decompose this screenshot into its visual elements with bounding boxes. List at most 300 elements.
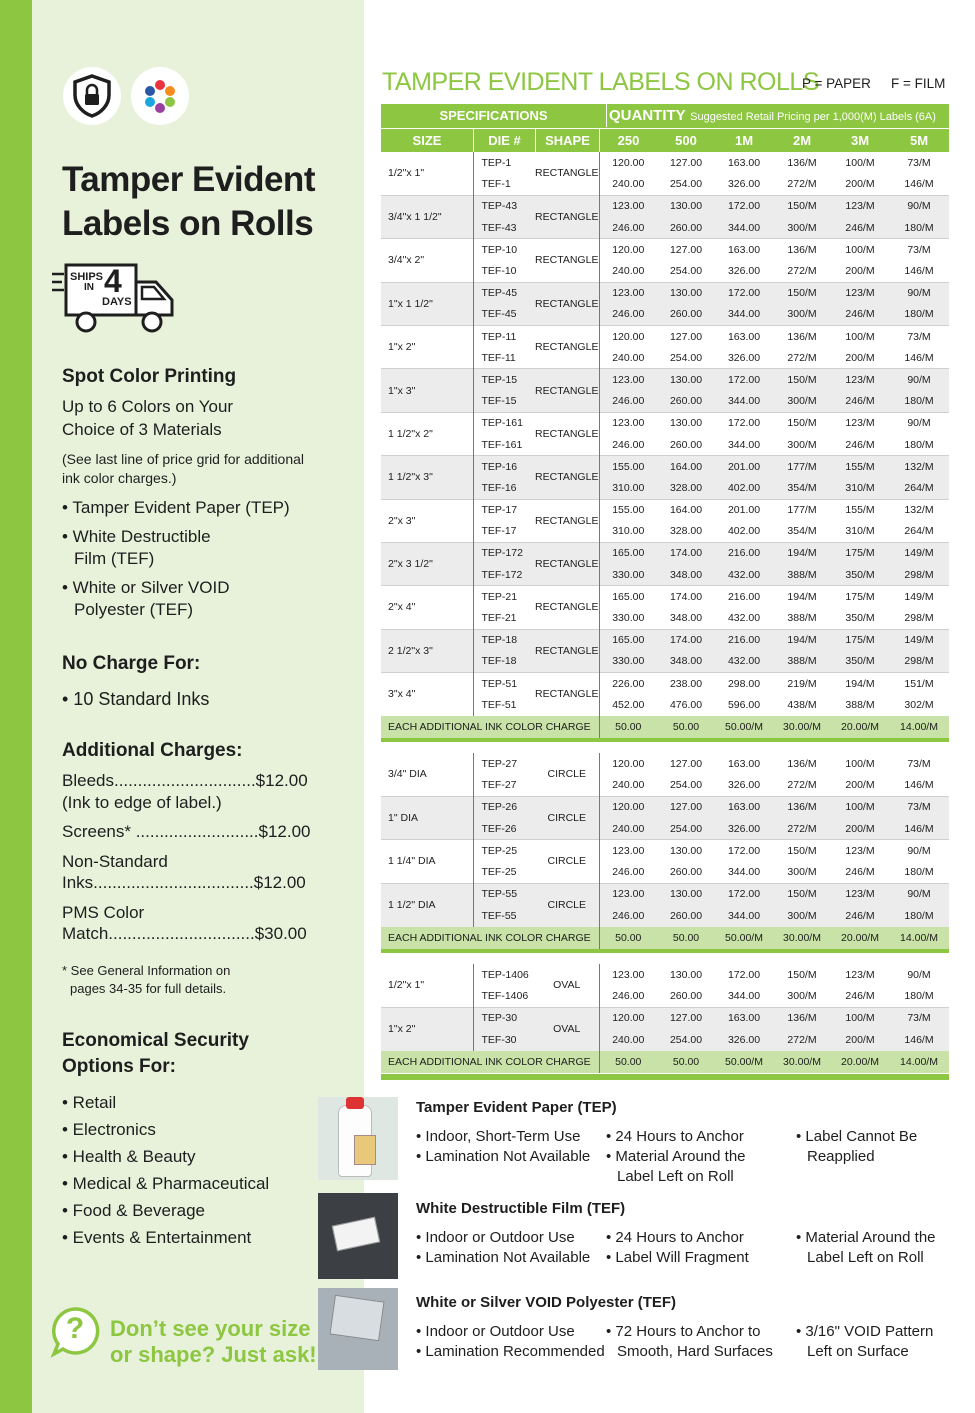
price-cell: 174.00 [657, 542, 715, 564]
col-shape: SHAPE [535, 129, 599, 152]
product-heading-void: White or Silver VOID Polyester (TEF) [416, 1294, 677, 1311]
ships-in-4-days-graphic [52, 262, 176, 334]
price-cell: 302/M [889, 694, 949, 716]
price-cell: 246/M [831, 217, 889, 239]
product-bullet: • Lamination Not Available [416, 1249, 591, 1266]
no-charge-item: • 10 Standard Inks [62, 689, 210, 709]
quantity-label: QUANTITY [609, 107, 686, 124]
price-cell: 240.00 [599, 174, 657, 196]
die-cell: TEF-11 [473, 347, 535, 369]
price-cell: 194/M [773, 542, 831, 564]
price-cell: 216.00 [715, 586, 773, 608]
size-cell: 3/4" DIA [381, 753, 473, 796]
size-cell: 1"x 2" [381, 1007, 473, 1050]
color-palette-icon [140, 76, 180, 116]
table-row [381, 282, 949, 304]
die-cell: TEP-172 [473, 542, 535, 564]
price-cell: 240.00 [599, 347, 657, 369]
table-row [381, 964, 949, 986]
product-bullet: • Label Cannot Be [796, 1128, 918, 1145]
no-charge-heading: No Charge For: [62, 653, 201, 674]
price-cell: 344.00 [715, 905, 773, 927]
ships-days-number: 4 [104, 263, 122, 299]
price-cell: 194/M [831, 673, 889, 695]
die-cell: TEF-1 [473, 174, 535, 196]
price-cell: 90/M [889, 883, 949, 905]
tef-product-photo [318, 1193, 398, 1279]
product-bullet: • Indoor or Outdoor Use [416, 1323, 575, 1340]
price-cell: 438/M [773, 694, 831, 716]
price-cell: 260.00 [657, 905, 715, 927]
price-cell: 136/M [773, 239, 831, 261]
price-cell: 200/M [831, 347, 889, 369]
price-cell: 136/M [773, 152, 831, 174]
product-bullet: • 24 Hours to Anchor [606, 1128, 744, 1145]
title-line: Tamper Evident [62, 160, 315, 199]
price-cell: 150/M [773, 369, 831, 391]
price-cell: 100/M [831, 326, 889, 348]
price-cell: 120.00 [599, 152, 657, 174]
page-title [62, 158, 352, 246]
shape-cell: RECTANGLE [535, 412, 599, 455]
price-cell: 90/M [889, 282, 949, 304]
charge-pms: PMS Color [62, 903, 145, 922]
table-row [381, 1007, 949, 1029]
table-title: TAMPER EVIDENT LABELS ON ROLLS [382, 68, 819, 96]
product-bullet: • 72 Hours to Anchor to [606, 1323, 761, 1340]
price-cell: 240.00 [599, 1029, 657, 1051]
price-cell: 200/M [831, 260, 889, 282]
price-cell: 226.00 [599, 673, 657, 695]
product-bullet: Smooth, Hard Surfaces [617, 1343, 773, 1360]
price-cell: 300/M [773, 905, 831, 927]
size-cell: 1"x 2" [381, 326, 473, 369]
shape-cell: RECTANGLE [535, 369, 599, 412]
price-cell: 175/M [831, 542, 889, 564]
price-cell: 73/M [889, 1007, 949, 1029]
price-cell: 165.00 [599, 542, 657, 564]
price-cell: 130.00 [657, 282, 715, 304]
product-bullet: Label Left on Roll [617, 1168, 734, 1185]
ink-charge-cell: 20.00/M [831, 716, 889, 738]
table-row [381, 629, 949, 651]
die-cell: TEP-26 [473, 796, 535, 818]
price-cell: 246.00 [599, 861, 657, 883]
price-cell: 330.00 [599, 564, 657, 586]
price-cell: 100/M [831, 753, 889, 775]
die-cell: TEP-51 [473, 673, 535, 695]
price-cell: 254.00 [657, 818, 715, 840]
ink-charge-cell: 50.00 [599, 1051, 657, 1073]
price-cell: 155/M [831, 499, 889, 521]
shape-cell: RECTANGLE [535, 586, 599, 629]
price-cell: 344.00 [715, 217, 773, 239]
ink-charge-label: EACH ADDITIONAL INK COLOR CHARGE [381, 716, 599, 738]
die-cell: TEP-15 [473, 369, 535, 391]
price-cell: 254.00 [657, 347, 715, 369]
econ-item: • Retail [62, 1093, 117, 1112]
price-cell: 151/M [889, 673, 949, 695]
price-cell: 180/M [889, 861, 949, 883]
econ-item: • Food & Beverage [62, 1201, 205, 1220]
shape-cell: CIRCLE [535, 796, 599, 839]
price-cell: 90/M [889, 840, 949, 862]
price-cell: 130.00 [657, 840, 715, 862]
table-row [381, 499, 949, 521]
size-cell: 2 1/2"x 3" [381, 629, 473, 672]
die-cell: TEF-27 [473, 775, 535, 797]
price-cell: 310.00 [599, 521, 657, 543]
die-cell: TEF-43 [473, 217, 535, 239]
price-cell: 163.00 [715, 239, 773, 261]
ink-charge-cell: 30.00/M [773, 716, 831, 738]
price-cell: 344.00 [715, 986, 773, 1008]
price-cell: 246.00 [599, 391, 657, 413]
price-cell: 73/M [889, 152, 949, 174]
price-cell: 123/M [831, 964, 889, 986]
price-cell: 246.00 [599, 217, 657, 239]
price-cell: 130.00 [657, 195, 715, 217]
price-cell: 350/M [831, 651, 889, 673]
shape-cell: RECTANGLE [535, 239, 599, 282]
price-cell: 350/M [831, 564, 889, 586]
shape-cell: RECTANGLE [535, 326, 599, 369]
price-cell: 272/M [773, 1029, 831, 1051]
table-row [381, 456, 949, 478]
price-cell: 123.00 [599, 840, 657, 862]
price-cell: 344.00 [715, 391, 773, 413]
ink-charge-cell: 14.00/M [889, 927, 949, 949]
price-cell: 328.00 [657, 521, 715, 543]
price-cell: 90/M [889, 195, 949, 217]
price-cell: 150/M [773, 964, 831, 986]
price-cell: 150/M [773, 282, 831, 304]
col-size: SIZE [412, 133, 442, 148]
price-cell: 246/M [831, 986, 889, 1008]
table-row [381, 152, 949, 174]
price-cell: 165.00 [599, 629, 657, 651]
price-cell: 120.00 [599, 326, 657, 348]
ink-charge-row [381, 1051, 949, 1073]
shape-cell: RECTANGLE [535, 456, 599, 499]
die-cell: TEF-55 [473, 905, 535, 927]
price-cell: 136/M [773, 796, 831, 818]
ships-text: SHIPS [70, 271, 104, 283]
die-cell: TEP-55 [473, 883, 535, 905]
price-cell: 73/M [889, 753, 949, 775]
price-cell: 172.00 [715, 840, 773, 862]
price-cell: 201.00 [715, 456, 773, 478]
price-cell: 123.00 [599, 412, 657, 434]
charge-screens: Screens* ..........................$12.00 [62, 822, 311, 841]
price-cell: 348.00 [657, 607, 715, 629]
size-cell: 3/4"x 2" [381, 239, 473, 282]
price-cell: 260.00 [657, 434, 715, 456]
price-cell: 240.00 [599, 818, 657, 840]
price-cell: 123.00 [599, 369, 657, 391]
price-cell: 146/M [889, 1029, 949, 1051]
price-cell: 246/M [831, 434, 889, 456]
price-cell: 272/M [773, 174, 831, 196]
price-cell: 452.00 [599, 694, 657, 716]
die-cell: TEP-17 [473, 499, 535, 521]
price-cell: 180/M [889, 217, 949, 239]
price-cell: 155.00 [599, 499, 657, 521]
material-item: • White or Silver VOID [62, 578, 230, 597]
price-cell: 310/M [831, 521, 889, 543]
void-product-photo [318, 1288, 398, 1370]
price-cell: 246/M [831, 391, 889, 413]
econ-item: • Health & Beauty [62, 1147, 196, 1166]
price-cell: 402.00 [715, 477, 773, 499]
ink-charge-cell: 20.00/M [831, 927, 889, 949]
price-cell: 326.00 [715, 260, 773, 282]
table-row [381, 195, 949, 217]
price-cell: 172.00 [715, 883, 773, 905]
col-2m: 2M [792, 133, 812, 148]
die-cell: TEF-172 [473, 564, 535, 586]
price-cell: 388/M [773, 607, 831, 629]
price-cell: 310.00 [599, 477, 657, 499]
spot-text: Up to 6 Colors on Your [62, 397, 234, 416]
price-cell: 123.00 [599, 964, 657, 986]
econ-item: • Events & Entertainment [62, 1228, 252, 1247]
price-cell: 177/M [773, 499, 831, 521]
price-cell: 149/M [889, 586, 949, 608]
die-cell: TEP-1406 [473, 964, 535, 986]
size-cell: 1 1/4" DIA [381, 840, 473, 883]
price-cell: 254.00 [657, 1029, 715, 1051]
price-cell: 127.00 [657, 152, 715, 174]
shape-cell: RECTANGLE [535, 152, 599, 195]
price-cell: 175/M [831, 629, 889, 651]
price-cell: 90/M [889, 964, 949, 986]
price-cell: 132/M [889, 456, 949, 478]
price-cell: 201.00 [715, 499, 773, 521]
price-cell: 127.00 [657, 1007, 715, 1029]
price-cell: 200/M [831, 775, 889, 797]
footnote: pages 34-35 for full details. [70, 981, 227, 996]
price-cell: 216.00 [715, 542, 773, 564]
price-cell: 326.00 [715, 174, 773, 196]
price-cell: 149/M [889, 629, 949, 651]
price-cell: 150/M [773, 883, 831, 905]
product-bullet: • Material Around the [606, 1148, 746, 1165]
price-cell: 123/M [831, 840, 889, 862]
product-bullet: Reapplied [807, 1148, 875, 1165]
die-cell: TEP-21 [473, 586, 535, 608]
price-cell: 246.00 [599, 304, 657, 326]
size-cell: 3"x 4" [381, 673, 473, 716]
price-cell: 432.00 [715, 607, 773, 629]
section-divider [381, 738, 949, 742]
table-row [381, 586, 949, 608]
price-cell: 180/M [889, 434, 949, 456]
price-cell: 330.00 [599, 651, 657, 673]
table-row [381, 883, 949, 905]
price-cell: 254.00 [657, 260, 715, 282]
price-cell: 165.00 [599, 586, 657, 608]
price-cell: 150/M [773, 412, 831, 434]
price-cell: 246.00 [599, 434, 657, 456]
charge-nonstandard: Non-Standard [62, 852, 168, 871]
price-cell: 194/M [773, 586, 831, 608]
price-cell: 130.00 [657, 412, 715, 434]
product-bullet: • Material Around the [796, 1229, 936, 1246]
col-1m: 1M [734, 133, 754, 148]
price-cell: 344.00 [715, 861, 773, 883]
price-cell: 174.00 [657, 586, 715, 608]
price-cell: 123/M [831, 412, 889, 434]
section-divider [381, 949, 949, 953]
ink-charge-cell: 50.00 [599, 927, 657, 949]
price-cell: 163.00 [715, 1007, 773, 1029]
size-cell: 1"x 1 1/2" [381, 282, 473, 325]
price-cell: 180/M [889, 304, 949, 326]
table-row [381, 326, 949, 348]
price-cell: 175/M [831, 586, 889, 608]
die-cell: TEF-18 [473, 651, 535, 673]
price-table-section [381, 152, 949, 738]
die-cell: TEP-16 [473, 456, 535, 478]
shape-cell: CIRCLE [535, 883, 599, 926]
charge-nonstandard: Inks..................................$12.00 [62, 873, 306, 892]
price-cell: 180/M [889, 986, 949, 1008]
quantity-sub: Suggested Retail Pricing per 1,000(M) Labels (6A) [690, 111, 936, 123]
price-cell: 194/M [773, 629, 831, 651]
price-cell: 123/M [831, 369, 889, 391]
product-bullet: • 3/16" VOID Pattern [796, 1323, 934, 1340]
price-cell: 123/M [831, 282, 889, 304]
price-cell: 246/M [831, 861, 889, 883]
product-heading-tef: White Destructible Film (TEF) [416, 1200, 626, 1217]
price-cell: 155.00 [599, 456, 657, 478]
price-cell: 127.00 [657, 753, 715, 775]
material-item: • White Destructible [62, 527, 211, 546]
price-cell: 146/M [889, 347, 949, 369]
color-dots-badge [131, 67, 189, 125]
product-bullet: • Indoor or Outdoor Use [416, 1229, 575, 1246]
price-cell: 272/M [773, 775, 831, 797]
spot-color-heading: Spot Color Printing [62, 366, 237, 387]
table-row [381, 412, 949, 434]
price-cell: 388/M [773, 564, 831, 586]
price-cell: 120.00 [599, 1007, 657, 1029]
price-cell: 272/M [773, 260, 831, 282]
die-cell: TEF-15 [473, 391, 535, 413]
price-cell: 254.00 [657, 174, 715, 196]
size-cell: 1 1/2"x 3" [381, 456, 473, 499]
key-paper: P = PAPER [802, 76, 871, 91]
price-cell: 298/M [889, 564, 949, 586]
price-cell: 246.00 [599, 905, 657, 927]
charge-pms: Match...............................$30.00 [62, 924, 307, 943]
price-cell: 120.00 [599, 239, 657, 261]
die-cell: TEF-16 [473, 477, 535, 499]
price-cell: 136/M [773, 753, 831, 775]
material-item: Film (TEF) [74, 549, 155, 568]
price-cell: 240.00 [599, 260, 657, 282]
price-table-section [381, 753, 949, 949]
price-cell: 238.00 [657, 673, 715, 695]
price-cell: 344.00 [715, 304, 773, 326]
price-cell: 127.00 [657, 326, 715, 348]
price-cell: 260.00 [657, 986, 715, 1008]
price-cell: 219/M [773, 673, 831, 695]
die-cell: TEF-10 [473, 260, 535, 282]
price-cell: 298.00 [715, 673, 773, 695]
product-bullet: • Lamination Not Available [416, 1148, 591, 1165]
price-cell: 402.00 [715, 521, 773, 543]
footnote: * See General Information on [62, 963, 231, 978]
price-cell: 350/M [831, 607, 889, 629]
table-header-cols [381, 129, 949, 152]
price-cell: 172.00 [715, 369, 773, 391]
shape-cell: RECTANGLE [535, 499, 599, 542]
price-cell: 130.00 [657, 883, 715, 905]
price-cell: 146/M [889, 818, 949, 840]
price-cell: 130.00 [657, 964, 715, 986]
shape-cell: CIRCLE [535, 840, 599, 883]
die-cell: TEF-1406 [473, 986, 535, 1008]
price-cell: 476.00 [657, 694, 715, 716]
price-cell: 123/M [831, 883, 889, 905]
price-cell: 272/M [773, 347, 831, 369]
spot-note: (See last line of price grid for additional [62, 451, 305, 467]
size-cell: 3/4"x 1 1/2" [381, 195, 473, 238]
shape-cell: OVAL [535, 1007, 599, 1050]
price-cell: 146/M [889, 174, 949, 196]
size-cell: 1"x 3" [381, 369, 473, 412]
col-5m: 5M [909, 133, 929, 148]
price-cell: 123.00 [599, 195, 657, 217]
price-cell: 348.00 [657, 651, 715, 673]
die-cell: TEF-51 [473, 694, 535, 716]
table-row [381, 542, 949, 564]
ink-charge-cell: 14.00/M [889, 1051, 949, 1073]
price-cell: 260.00 [657, 217, 715, 239]
econ-item: • Medical & Pharmaceutical [62, 1174, 270, 1193]
col-500: 500 [675, 133, 697, 148]
ink-charge-cell: 50.00 [657, 716, 715, 738]
product-bullet: • Indoor, Short-Term Use [416, 1128, 581, 1145]
price-cell: 596.00 [715, 694, 773, 716]
price-table-section [381, 964, 949, 1073]
die-cell: TEP-1 [473, 152, 535, 174]
price-cell: 298/M [889, 651, 949, 673]
price-cell: 300/M [773, 434, 831, 456]
price-cell: 123.00 [599, 883, 657, 905]
product-heading-tep: Tamper Evident Paper (TEP) [416, 1099, 617, 1116]
ink-charge-row [381, 927, 949, 949]
price-cell: 180/M [889, 905, 949, 927]
price-cell: 240.00 [599, 775, 657, 797]
die-cell: TEP-43 [473, 195, 535, 217]
price-cell: 150/M [773, 840, 831, 862]
die-cell: TEP-30 [473, 1007, 535, 1029]
price-cell: 300/M [773, 391, 831, 413]
price-cell: 150/M [773, 195, 831, 217]
price-cell: 326.00 [715, 1029, 773, 1051]
ink-charge-row [381, 716, 949, 738]
size-cell: 2"x 3 1/2" [381, 542, 473, 585]
shape-cell: CIRCLE [535, 753, 599, 796]
price-cell: 200/M [831, 818, 889, 840]
price-cell: 127.00 [657, 796, 715, 818]
price-cell: 163.00 [715, 753, 773, 775]
spec-header: SPECIFICATIONS [381, 104, 607, 127]
ink-charge-label: EACH ADDITIONAL INK COLOR CHARGE [381, 927, 599, 949]
